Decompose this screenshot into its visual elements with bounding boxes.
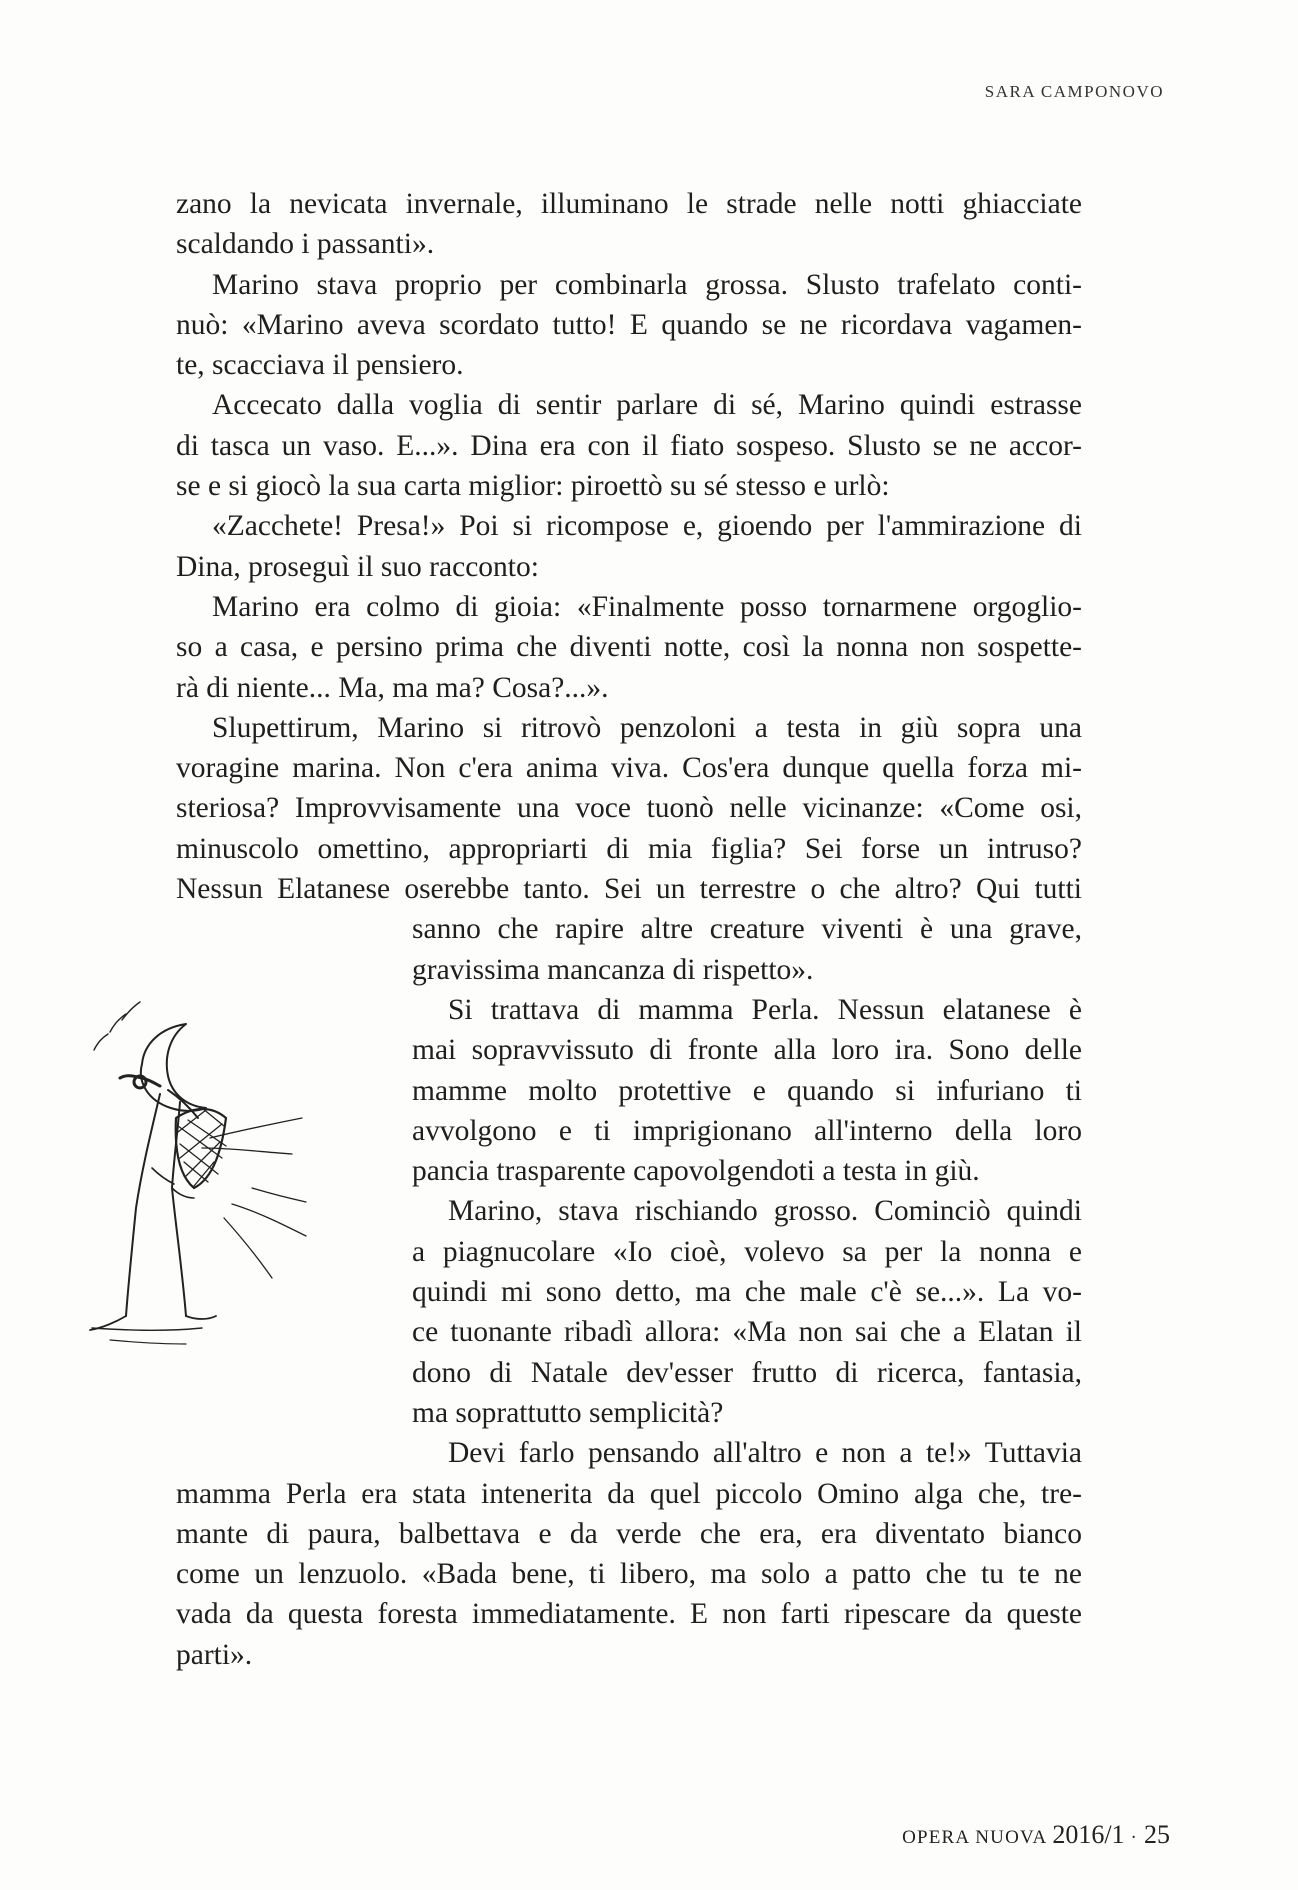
text-line: di tasca un vaso. E...». Dina era con il fiato sospeso. Slusto se ne accor- [176,429,1082,462]
text-line: «Zacchete! Presa!» Poi si ricompose e, gioendo per l'ammirazione di [212,510,1082,543]
text-line: Si trattava di mamma Perla. Nessun elatanese è [448,993,1082,1026]
text-line: voragine marina. Non c'era anima viva. Cos'era dunque quella forza mi- [176,752,1082,785]
text-line: rà di niente... Ma, ma ma? Cosa?...». [176,671,609,704]
text-line: a piagnucolare «Io cioè, volevo sa per la nonna e [412,1235,1082,1268]
text-line: scaldando i passanti». [176,228,435,261]
running-head: SARA CAMPONOVO [984,82,1164,101]
page-footer [902,1820,1170,1850]
text-line: zano la nevicata invernale, illuminano le strade nelle notti ghiacciate [176,188,1082,220]
text-line: quindi mi sono detto, ma che male c'è se...». La vo- [412,1276,1082,1309]
text-line: avvolgono e ti imprigionano all'interno della loro [412,1114,1082,1147]
journal-name: OPERA NUOVA [902,1827,1047,1848]
text-line: dono di Natale dev'esser frutto di ricerca, fantasia, [412,1356,1082,1389]
journal-issue: 2016/1 [1052,1820,1125,1849]
text-line: Slupettirum, Marino si ritrovò penzoloni a testa in giù sopra una [212,711,1082,744]
sketch-illustration [82,998,362,1348]
text-line: mante di paura, balbettava e da verde che era, era diventato bianco [176,1517,1082,1550]
separator-dot: · [1130,1827,1139,1848]
text-line: Accecato dalla voglia di sentir parlare di sé, Marino quindi estrasse [212,389,1082,422]
text-line: Marino, stava rischiando grosso. Cominciò quindi [448,1195,1082,1228]
body-text [176,184,1082,1675]
text-line: Marino era colmo di gioia: «Finalmente posso tornarmene orgoglio- [212,590,1082,623]
text-line: steriosa? Improvvisamente una voce tuonò nelle vicinanze: «Come osi, [176,792,1082,825]
text-line: minuscolo omettino, appropriarti di mia figlia? Sei forse un intruso? [176,832,1082,865]
text-line: gravissima mancanza di rispetto». [412,953,814,986]
text-line: so a casa, e persino prima che diventi notte, così la nonna non sospette- [176,631,1082,664]
text-line: ce tuonante ribadì allora: «Ma non sai che a Elatan il [412,1316,1082,1349]
text-line: nuò: «Marino aveva scordato tutto! E quando se ne ricordava vagamen- [176,308,1082,341]
text-line: te, scacciava il pensiero. [176,349,464,382]
text-line: pancia trasparente capovolgendoti a testa in giù. [412,1155,980,1188]
text-line: sanno che rapire altre creature viventi è una grave, [412,913,1082,946]
text-line: se e si giocò la sua carta miglior: piroettò su sé stesso e urlò: [176,470,890,503]
text-line: Devi farlo pensando all'altro e non a te!» Tuttavia [448,1437,1082,1470]
page-number: 25 [1144,1820,1170,1849]
text-line: parti». [176,1638,253,1671]
text-line: come un lenzuolo. «Bada bene, ti libero, ma solo a patto che tu te ne [176,1558,1082,1591]
text-line: Dina, proseguì il suo racconto: [176,550,539,583]
text-line: mamma Perla era stata intenerita da quel piccolo Omino alga che, tre- [176,1477,1082,1510]
text-line: Nessun Elatanese oserebbe tanto. Sei un terrestre o che altro? Qui tutti [176,873,1082,906]
text-line: vada da questa foresta immediatamente. E non farti ripescare da queste [176,1598,1082,1631]
text-line: ma soprattutto semplicità? [412,1396,724,1429]
text-line: Marino stava proprio per combinarla grossa. Slusto trafelato conti- [212,268,1082,301]
text-line: mamme molto protettive e quando si infuriano ti [412,1074,1082,1107]
text-line: mai sopravvissuto di fronte alla loro ira. Sono delle [412,1034,1082,1067]
